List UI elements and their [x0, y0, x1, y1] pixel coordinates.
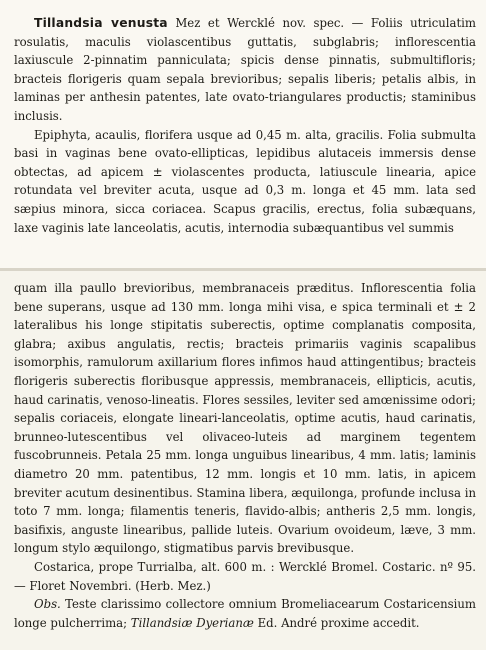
description-paragraph: Epiphyta, acaulis, florifera usque ad 0,45 m. alta, gracilis. Folia submulta basi in vaginas bene ovato-ellipticas, lepidibus alutaceis immersis dense obtectas, ad apicem ± violascentes producta, latiuscule linearia, apice rotundata vel breviter acuta, usque ad 0,3 m. longa et 45 mm. lata sed sæpius minora, sicca coriacea. Scapus gracilis, erectus, folia subæquans, laxe vaginis late lanceolatis, acutis, internodia subæquantibus vel summis	[14, 127, 476, 235]
diagnosis-paragraph	[14, 14, 476, 126]
obs-taxon: Tillandsiæ Dyerianæ	[130, 615, 254, 630]
lower-text-block	[0, 271, 486, 650]
species-name: Tillandsia venusta	[34, 16, 168, 30]
description-continued: quam illa paullo brevioribus, membranaceis præditus. Inflorescentia folia bene superans, usque ad 130 mm. longa mihi visa, e spica terminali et ± 2 lateralibus his longe stipitatis suberectis, optime complanatis composita, glabra; axibus angulatis, rectis; bracteis primariis vaginis scapalibus isomorphis, ramulorum axillarium flores infimos haud attingentibus; bracteis florigeris suberectis floribusque appressis, membranaceis, ellipticis, acutis, haud carinatis, venoso-lineatis. Flores sessiles, leviter sed amœnissime odori; sepalis coriaceis, elongate lineari-lanceolatis, optime acutis, haud carinatis, brunneo-lutescentibus vel olivaceo-luteis ad marginem tegentem fuscobrunneis. Petala 25 mm. longa unguibus linearibus, 4 mm. latis; laminis diametro 20 mm. patentibus, 12 mm. longis et 10 mm. latis, in apicem breviter acutum desinentibus. Stamina libera, æquilonga, profunde inclusa in toto 7 mm. longa; filamentis teneris, flavido-albis; antheris 2,5 mm. longis, basifixis, anguste linearibus, pallide luteis. Ovarium ovoideum, læve, 3 mm. longum stylo æquilongo, stigmatibus parvis brevibusque.	[14, 281, 476, 556]
diagnosis-text: Mez et Wercklé nov. spec. — Foliis utriculatim rosulatis, maculis violascentibus guttatis, subglabris; inflorescentia laxiuscule 2-pinnatim panniculata; spicis dense pinnatis, submultifloris; bracteis florigeris quam sepala brevioribus; sepalis liberis; petalis albis, in laminas per anthesin patentes, late ovato-triangulares productis; staminibus inclusis.	[14, 16, 477, 123]
upper-text-block	[0, 0, 486, 268]
obs-text-end: Ed. André proxime accedit.	[253, 615, 420, 630]
locality-paragraph: Costarica, prope Turrialba, alt. 600 m. : Wercklé Bromel. Costaric. nº 95. — Floret Novembri. (Herb. Mez.)	[14, 559, 476, 593]
obs-text: Teste clarissimo collectore omnium Bromeliacearum Costaricensium longe pulcherrima;	[14, 597, 476, 630]
observation-paragraph	[14, 595, 476, 632]
obs-label: Obs.	[34, 597, 61, 612]
